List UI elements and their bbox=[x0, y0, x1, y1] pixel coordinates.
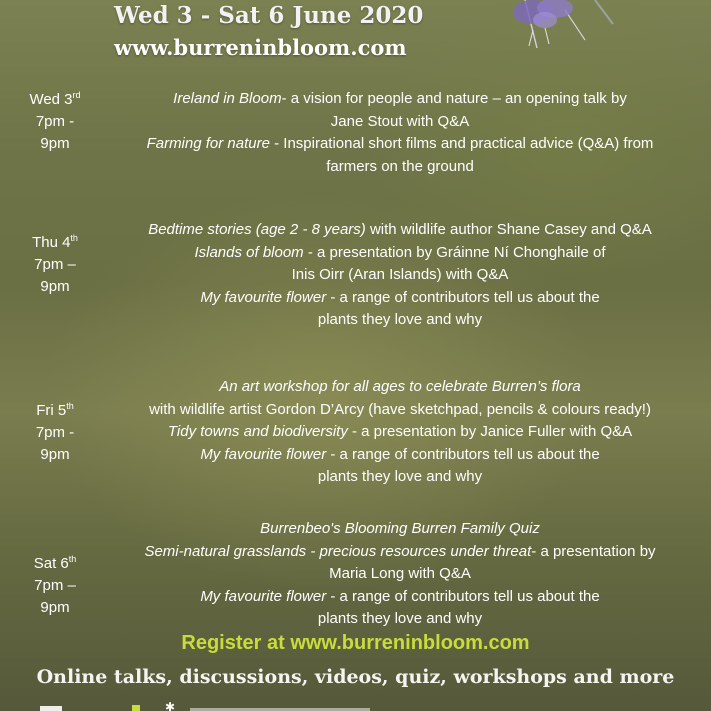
list-item: Ireland in Bloom- a vision for people and nature – an opening talk by bbox=[173, 90, 627, 107]
program-sat bbox=[100, 518, 700, 631]
list-item: Inis Oirr (Aran Islands) with Q&A bbox=[291, 266, 509, 283]
footer-tagline: Online talks, discussions, videos, quiz, workshops and more bbox=[36, 666, 675, 688]
program-thu bbox=[100, 219, 700, 332]
list-item: My favourite flower - a range of contributors tell us about the bbox=[200, 587, 600, 605]
list-item: My favourite flower - a range of contributors tell us about the bbox=[200, 288, 600, 306]
flower-icon bbox=[505, 0, 615, 48]
register-link[interactable]: Register at www.burreninbloom.com bbox=[181, 632, 530, 654]
svg-text:✱: ✱ bbox=[165, 700, 176, 711]
list-item: Tidy towns and biodiversity - a presentation by Janice Fuller with Q&A bbox=[167, 423, 633, 440]
day-label-fri: Fri 5th 7pm - 9pm bbox=[35, 401, 75, 463]
list-item: Semi-natural grasslands - precious resources under threat- a presentation by bbox=[144, 542, 656, 560]
day-label-sat: Sat 6th 7pm – 9pm bbox=[33, 554, 77, 616]
list-item: Jane Stout with Q&A bbox=[330, 112, 470, 130]
list-item: with wildlife artist Gordon D’Arcy (have sketchpad, pencils & colours ready!) bbox=[149, 400, 651, 418]
program-wed bbox=[100, 88, 700, 178]
list-item: plants they love and why bbox=[317, 610, 483, 627]
list-item: Burrenbeo's Blooming Burren Family Quiz bbox=[260, 520, 540, 537]
day-label-wed: Wed 3rd 7pm - 9pm bbox=[29, 90, 81, 152]
list-item: farmers on the ground bbox=[326, 157, 474, 175]
list-item: An art workshop for all ages to celebrate Burren’s flora bbox=[219, 378, 581, 395]
list-item: My favourite flower - a range of contributors tell us about the bbox=[200, 445, 600, 463]
logo-strip-icon bbox=[40, 700, 380, 711]
event-dates-heading: Wed 3 - Sat 6 June 2020 bbox=[114, 2, 424, 29]
list-item: Bedtime stories (age 2 - 8 years) with wildlife author Shane Casey and Q&A bbox=[148, 221, 652, 238]
website-url-heading: www.burreninbloom.com bbox=[114, 35, 407, 60]
list-item: Maria Long with Q&A bbox=[329, 565, 471, 582]
list-item: plants they love and why bbox=[317, 468, 483, 485]
day-label-thu: Thu 4th 7pm – 9pm bbox=[32, 233, 78, 295]
list-item: Islands of bloom - a presentation by Gráinne Ní Chonghaile of bbox=[194, 243, 606, 261]
list-item: plants they love and why bbox=[317, 311, 483, 328]
program-fri bbox=[100, 376, 700, 489]
list-item: Farming for nature - Inspirational short films and practical advice (Q&A) from bbox=[146, 135, 654, 152]
